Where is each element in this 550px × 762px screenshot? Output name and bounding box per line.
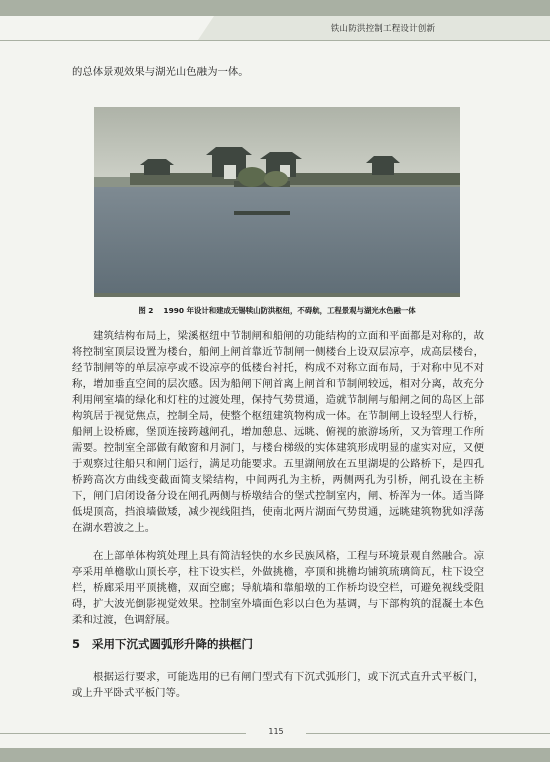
section-title: 采用下沉式圆弧形升降的拱框门 — [92, 637, 254, 651]
page-number: 115 — [268, 727, 284, 736]
figure-caption — [94, 305, 460, 316]
section-number: 5 — [72, 637, 81, 651]
paragraph-2: 在上部单体构筑处理上具有简洁轻快的水乡民族风格，工程与环境景观自然融合。凉亭采用单檐歇山顶长亭，柱下设实栏，外做挑檐，亭顶和挑檐均铺筑琉璃筒瓦，柱下设空栏，桥廊采用平顶挑檐，双面空廊；导航墙和靠船墩的工作桥均设空栏，可避免视线受阻碍，扩大波光倒影视觉效果。控制室外墙面色彩以白色为基调，与下部构筑的混凝土本色柔和过渡，色调舒展。 — [72, 550, 484, 626]
footer-band — [0, 748, 550, 762]
header-tab-corner — [198, 16, 214, 40]
intro-text: 的总体景观效果与湖光山色融为一体。 — [72, 66, 249, 78]
sluice-gate-photo — [94, 107, 460, 297]
paragraph-1: 建筑结构布局上，梁溪枢纽中节制闸和船闸的功能结构的立面和平面都是对称的，故将控制室顶层设置为楼台，船闸上闸首靠近节制闸一侧楼台上设双层凉亭，成高层楼台，经节制闸等的单层凉亭或不设凉亭的低楼台衬托，构成不对称立面布局，于对称中见不对称，增加垂直空间的层次感。因为船闸下闸首离上闸首和节制闸较远，相对分离，故充分利用闸室墙的绿化和灯柱的过渡处理，保持气势贯通，造就节制闸与船闸之间的岛区上部构筑居于视觉焦点，控制全局，使整个枢纽建筑物构成一体。在节制闸上设轻型人行桥，船闸上设桥廊，堡顶连接跨越闸孔，增加憩息、远眺、俯视的旅游场所，又为管理工作所需要。控制室全部做有敞窗和月洞门，与楼台梯级的实体建筑形成明显的虚实对应，又便于观察过往船只和闸门运行，满足功能要求。五里湖闸放在五里湖堤的公路桥下，是四孔桥跨高次方曲线变截面简支梁结构，中间两孔为主桥，两侧两孔为引桥，闸孔设在主桥下，闸门启闭设备分设在闸孔两侧与桥墩结合的堡式控制室内，闸、桥浑为一体。适当降低堤顶高，挡浪墙做矮，减少视线阻挡，使南北两片湖面气势贯通，远眺建筑物犹如浮荡在湖水碧波之上。 — [72, 330, 484, 534]
figure-label: 图 2 — [138, 306, 154, 315]
header-band — [0, 0, 550, 16]
header-rule — [0, 40, 550, 41]
figure-photo — [94, 107, 460, 297]
footer-rule-right — [306, 733, 550, 734]
footer-rule-left — [0, 733, 246, 734]
running-title: 铁山防洪控制工程设计创新 — [330, 24, 436, 34]
section-paragraph: 根据运行要求，可能选用的已有闸门型式有下沉式弧形门，或下沉式直升式平板门，或上升平卧式平板门等。 — [72, 671, 484, 699]
section-heading — [72, 636, 253, 652]
figure-caption-text: 1990 年设计和建成无锡犊山防洪枢纽，不碍航，工程景观与湖光水色融一体 — [163, 306, 416, 315]
